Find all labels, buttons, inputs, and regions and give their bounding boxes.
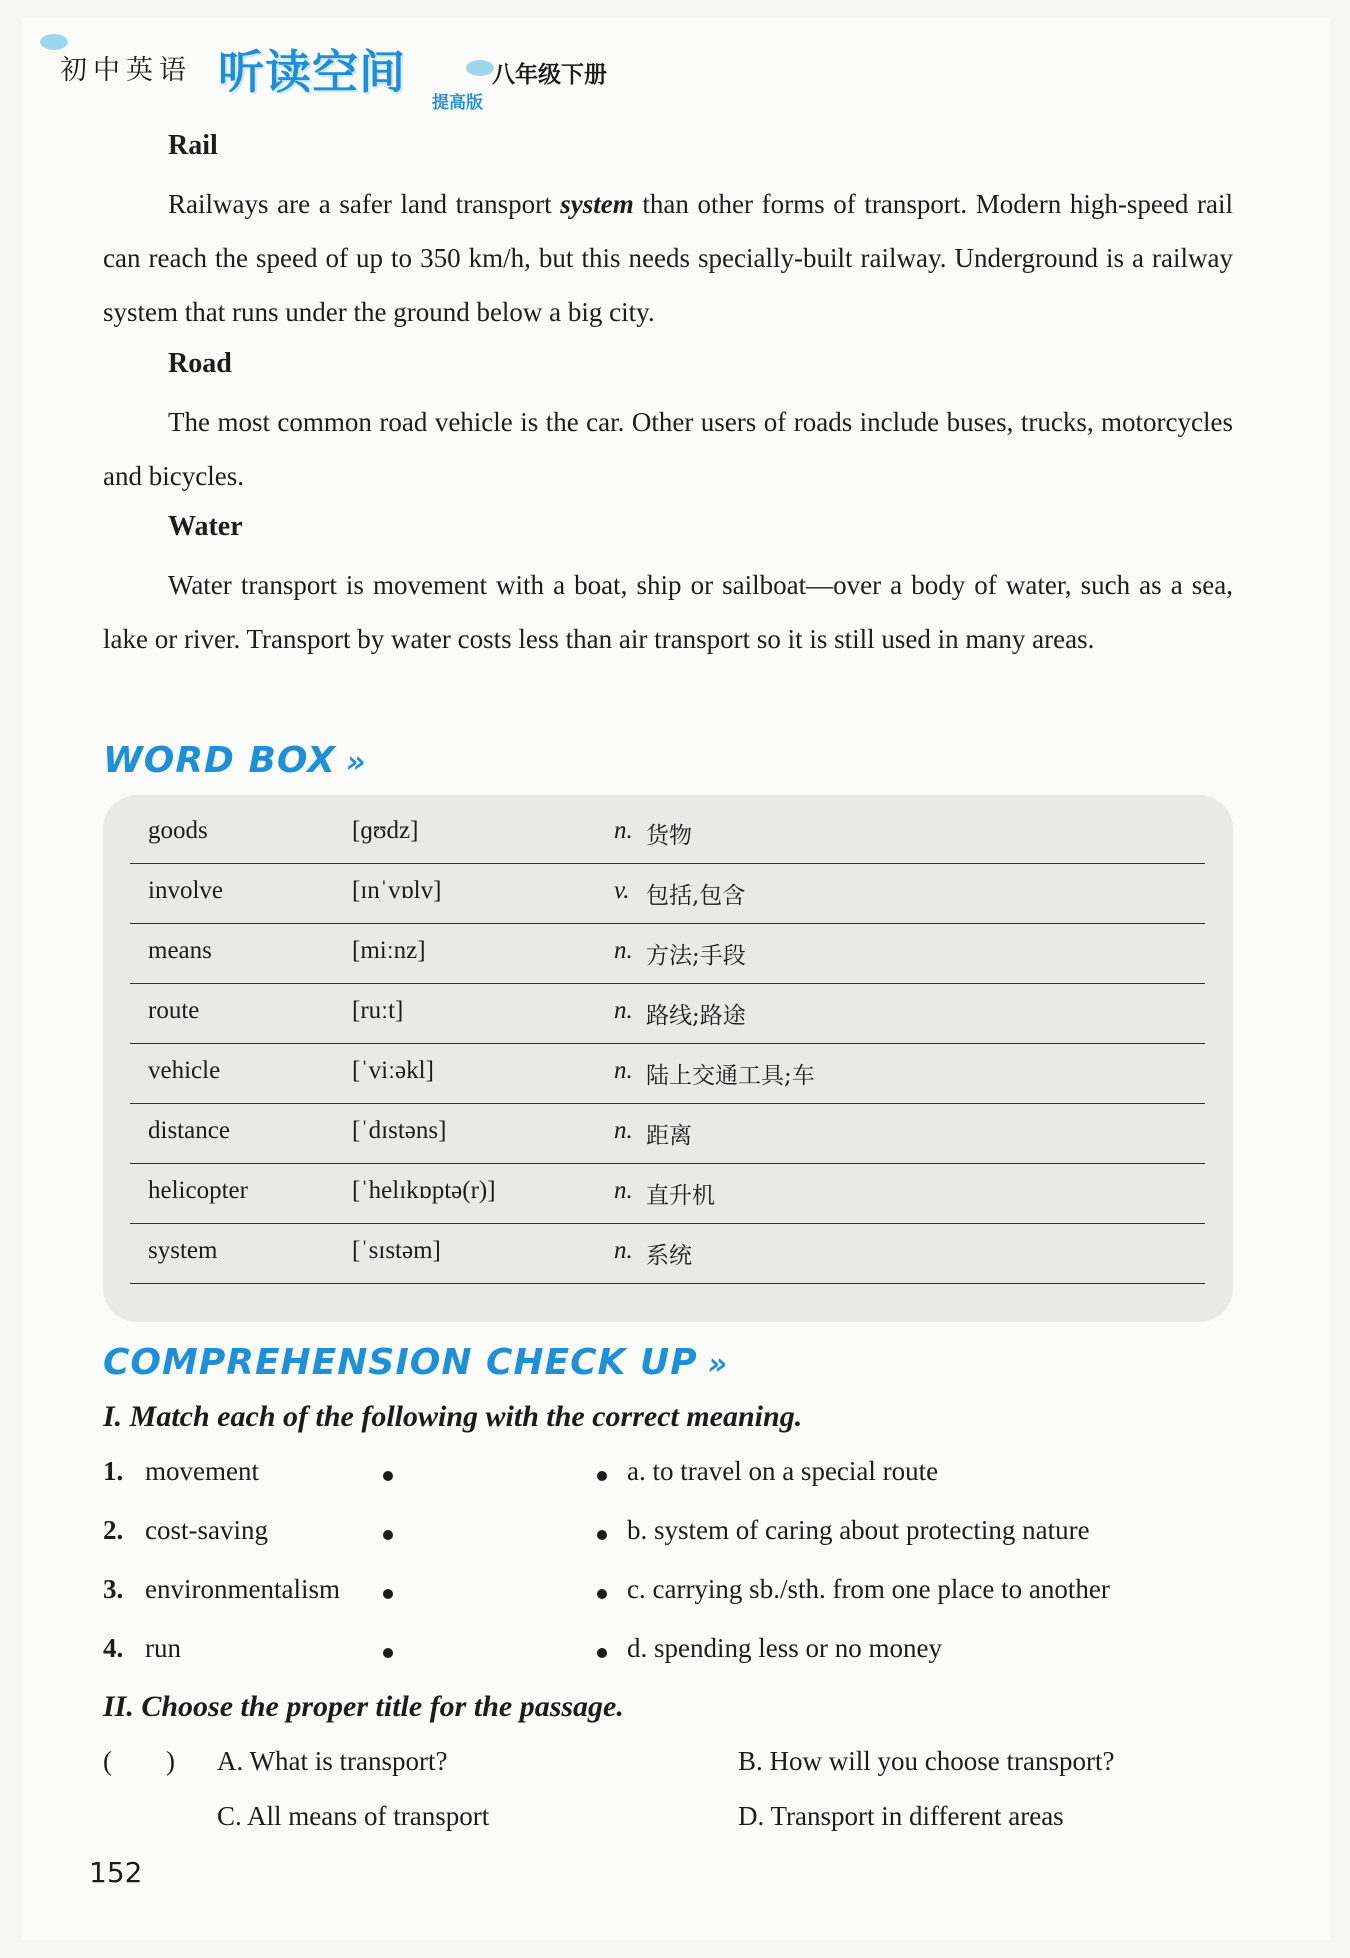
section-heading-road: Road bbox=[168, 348, 232, 379]
match-row: 3. environmentalism c. carrying sb./sth. from one place to another bbox=[103, 1574, 1110, 1604]
word-row: distance [ˈdɪstəns] n. 距离 bbox=[130, 1103, 1205, 1164]
match-dot-right[interactable] bbox=[597, 1530, 607, 1540]
comprehension-title: COMPREHENSION CHECK UP » bbox=[103, 1342, 729, 1383]
option-b: B. How will you choose transport? bbox=[738, 1746, 1115, 1776]
paragraph-rail: Railways are a safer land transport system than other forms of transport. Modern high-speed rail can reach the speed of up to 350 km/h, but this needs specially-built railway. Underground is a railway system that runs under the ground below a big city. bbox=[103, 189, 1233, 327]
match-row: 4. run d. spending less or no money bbox=[103, 1633, 942, 1663]
word-row: helicopter [ˈhelɪkɒptə(r)] n. 直升机 bbox=[130, 1163, 1205, 1224]
exercise-2-instruction: II. Choose the proper title for the passage. bbox=[103, 1690, 624, 1723]
series-title: 初中英语 bbox=[60, 55, 192, 86]
match-dot-left[interactable] bbox=[383, 1589, 393, 1599]
match-dot-left[interactable] bbox=[383, 1471, 393, 1481]
word-row: means [miːnz] n. 方法;手段 bbox=[130, 923, 1205, 984]
cloud-icon bbox=[466, 60, 494, 76]
book-header bbox=[40, 22, 740, 112]
section-heading-water: Water bbox=[168, 511, 243, 542]
match-row: 1. movement a. to travel on a special route bbox=[103, 1456, 939, 1486]
match-dot-right[interactable] bbox=[597, 1471, 607, 1481]
match-row: 2. cost-saving b. system of caring about protecting nature bbox=[103, 1515, 1090, 1545]
answer-bracket[interactable]: ( ) bbox=[103, 1746, 175, 1776]
section-heading-rail: Rail bbox=[168, 130, 218, 161]
match-dot-right[interactable] bbox=[597, 1648, 607, 1658]
option-a: A. What is transport? bbox=[217, 1746, 448, 1776]
word-row: route [ruːt] n. 路线;路途 bbox=[130, 983, 1205, 1044]
book-logo: 听读空间 bbox=[218, 45, 406, 99]
grade-label: 八年级下册 bbox=[492, 62, 607, 88]
match-dot-left[interactable] bbox=[383, 1530, 393, 1540]
edition-label: 提高版 bbox=[432, 93, 483, 113]
word-box-title: WORD BOX » bbox=[103, 740, 367, 781]
word-row: goods [ɡʊdz] n. 货物 bbox=[130, 803, 1205, 864]
match-dot-left[interactable] bbox=[383, 1648, 393, 1658]
exercise-1-instruction: I. Match each of the following with the correct meaning. bbox=[103, 1400, 803, 1433]
paragraph-water: Water transport is movement with a boat, ship or sailboat—over a body of water, such as a sea, lake or river. Transport by water costs less than air transport so it is still used in many areas. bbox=[103, 570, 1233, 654]
double-chevron-icon: » bbox=[707, 1347, 729, 1382]
match-dot-right[interactable] bbox=[597, 1589, 607, 1599]
double-chevron-icon: » bbox=[345, 745, 367, 780]
word-row: system [ˈsɪstəm] n. 系统 bbox=[130, 1223, 1205, 1284]
option-c: C. All means of transport bbox=[217, 1801, 490, 1831]
page-number: 152 bbox=[89, 1856, 143, 1889]
paragraph-road: The most common road vehicle is the car. Other users of roads include buses, trucks, motorcycles and bicycles. bbox=[103, 407, 1233, 491]
word-box bbox=[103, 795, 1233, 1322]
option-d: D. Transport in different areas bbox=[738, 1801, 1064, 1831]
word-row: vehicle [ˈviːəkl] n. 陆上交通工具;车 bbox=[130, 1043, 1205, 1104]
emphasized-word: system bbox=[560, 189, 634, 219]
word-row: involve [ɪnˈvɒlv] v. 包括,包含 bbox=[130, 863, 1205, 924]
